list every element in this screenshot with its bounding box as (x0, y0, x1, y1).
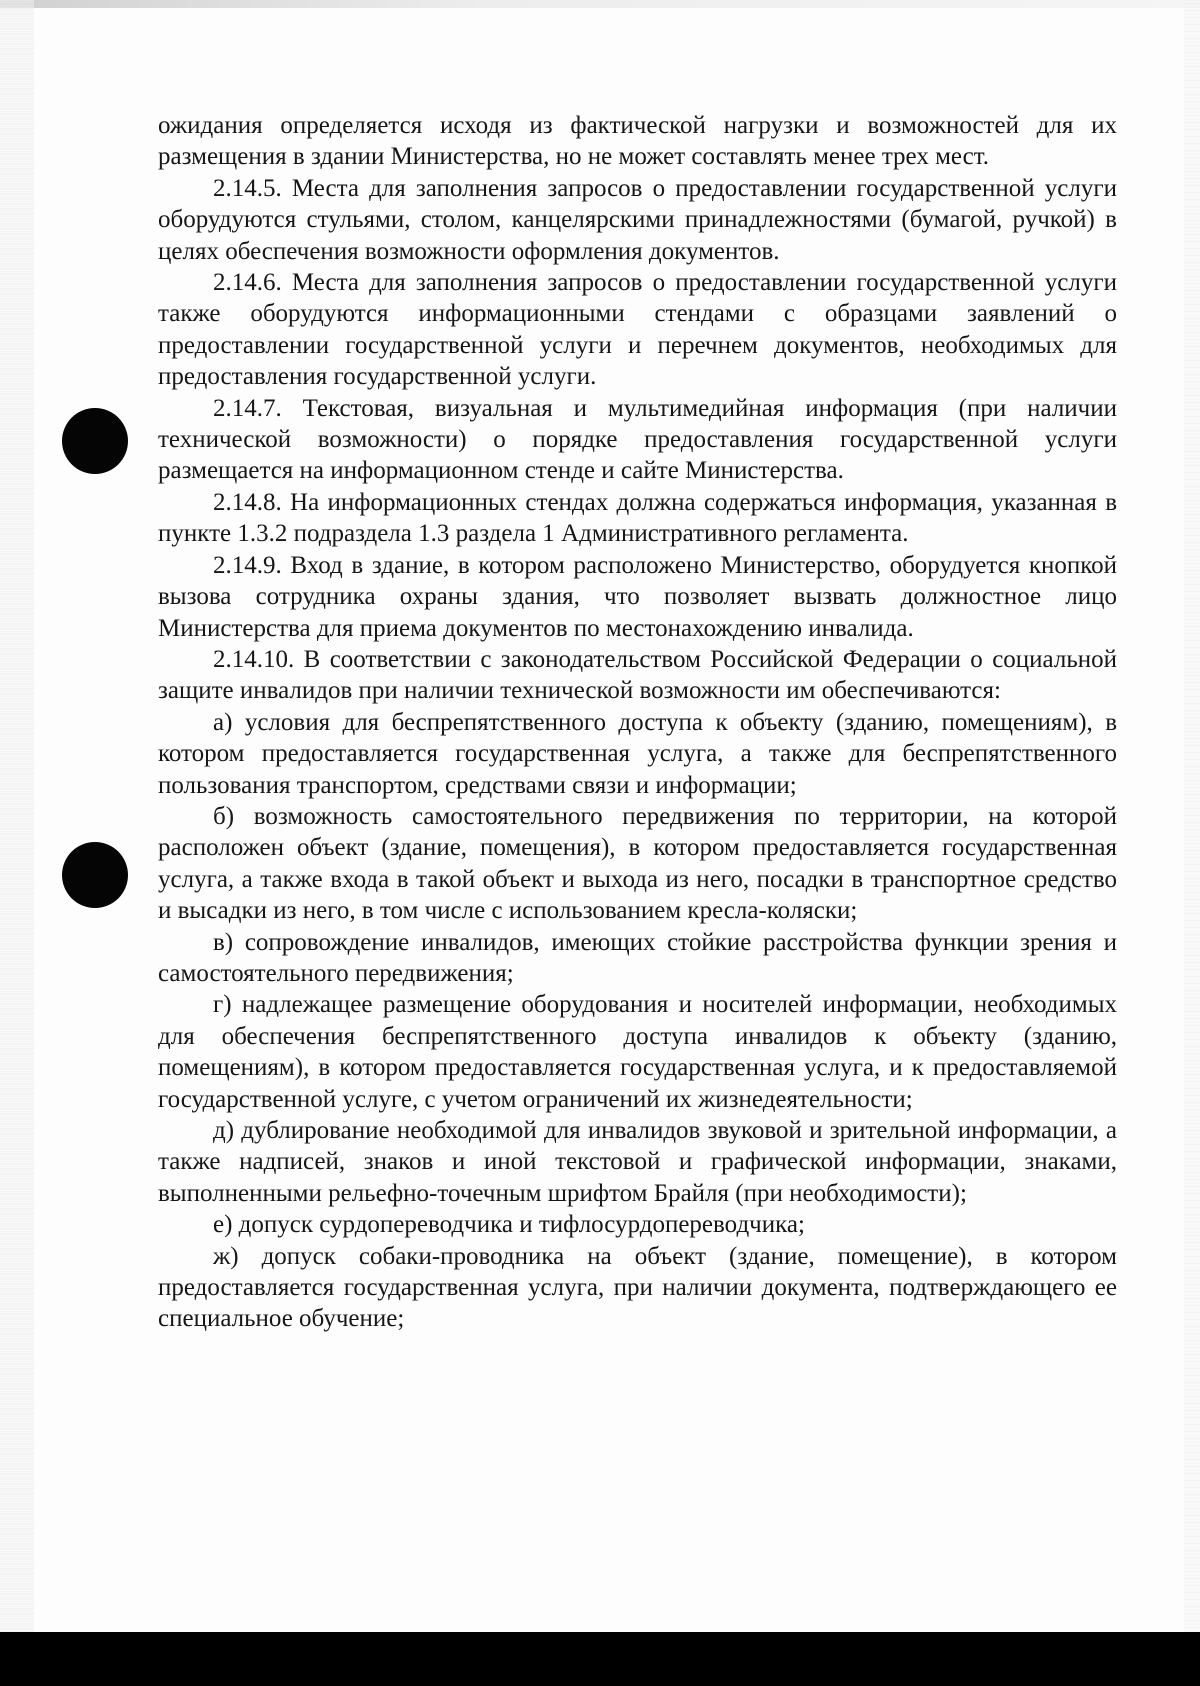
list-item-v: в) сопровождение инвалидов, имеющих стойкие расстройства функции зрения и самостоятельного передвижения; (158, 928, 1117, 987)
list-item-g: г) надлежащее размещение оборудования и носителей информации, необходимых для обеспечения беспрепятственного доступа инвалидов к объекту (зданию, помещениям), в котором предоставляется государственная услуга, и к предоставляемой государственной услуге, с учетом ограничений их жизнедеятельности; (158, 991, 1117, 1113)
document-body (158, 110, 1117, 1335)
scan-bottom-border (0, 1632, 1200, 1686)
paragraph-2-14-7: 2.14.7. Текстовая, визуальная и мультимедийная информация (при наличии технической возможности) о порядке предоставления государственной услуги размещается на информационном стенде и сайте Министерства. (158, 394, 1117, 485)
paragraph-2-14-10: 2.14.10. В соответствии с законодательством Российской Федерации о социальной защите инвалидов при наличии технической возможности им обеспечиваются: (158, 645, 1117, 705)
list-item-e: е) допуск сурдопереводчика и тифлосурдопереводчика; (213, 1211, 805, 1239)
scan-edge-right (1184, 0, 1200, 1632)
list-item-d: д) дублирование необходимой для инвалидов звуковой и зрительной информации, а также надписей, знаков и иной текстовой и графической информации, знаками, выполненными рельефно-точечным шрифтом Брайля (при необходимости); (158, 1117, 1117, 1207)
list-item-b: б) возможность самостоятельного передвижения по территории, на которой расположен объект (здание, помещения), в котором предоставляется государственная услуга, а также входа в такой объект и выхода из него, посадки в транспортное средство и высадки из него, в том числе с использованием кресла-коляски; (158, 802, 1117, 925)
scan-edge-left (0, 0, 34, 1632)
paragraph-2-14-5: 2.14.5. Места для заполнения запросов о предоставлении государственной услуги оборудуются стульями, столом, канцелярскими принадлежностями (бумагой, ручкой) в целях обеспечения возможности оформления документов. (158, 174, 1117, 265)
scan-edge-top (0, 0, 1200, 8)
paragraph-continuation: ожидания определяется исходя из фактической нагрузки и возможностей для их размещения в здании Министерства, но не может составлять менее трех мест. (158, 112, 1117, 171)
paragraph-2-14-9: 2.14.9. Вход в здание, в котором расположено Министерство, оборудуется кнопкой вызова сотрудника охраны здания, что позволяет вызвать должностное лицо Министерства для приема документов по местонахождению инвалида. (158, 551, 1117, 642)
paragraph-2-14-6: 2.14.6. Места для заполнения запросов о предоставлении государственной услуги также оборудуются информационными стендами с образцами заявлений о предоставлении государственной услуги и перечнем документов, необходимых для предоставления государственной услуги. (158, 269, 1117, 391)
list-item-zh: ж) допуск собаки-проводника на объект (здание, помещение), в котором предоставляется государственная услуга, при наличии документа, подтверждающего ее специальное обучение; (158, 1242, 1117, 1333)
punch-hole-upper (62, 408, 128, 474)
paragraph-2-14-8: 2.14.8. На информационных стендах должна содержаться информация, указанная в пункте 1.3.2 подраздела 1.3 раздела 1 Административного регламента. (158, 488, 1117, 548)
punch-hole-lower (62, 842, 128, 908)
list-item-a: а) условия для беспрепятственного доступа к объекту (зданию, помещениям), в котором предоставляется государственная услуга, а также для беспрепятственного пользования транспортом, средствами связи и информации; (158, 708, 1117, 799)
